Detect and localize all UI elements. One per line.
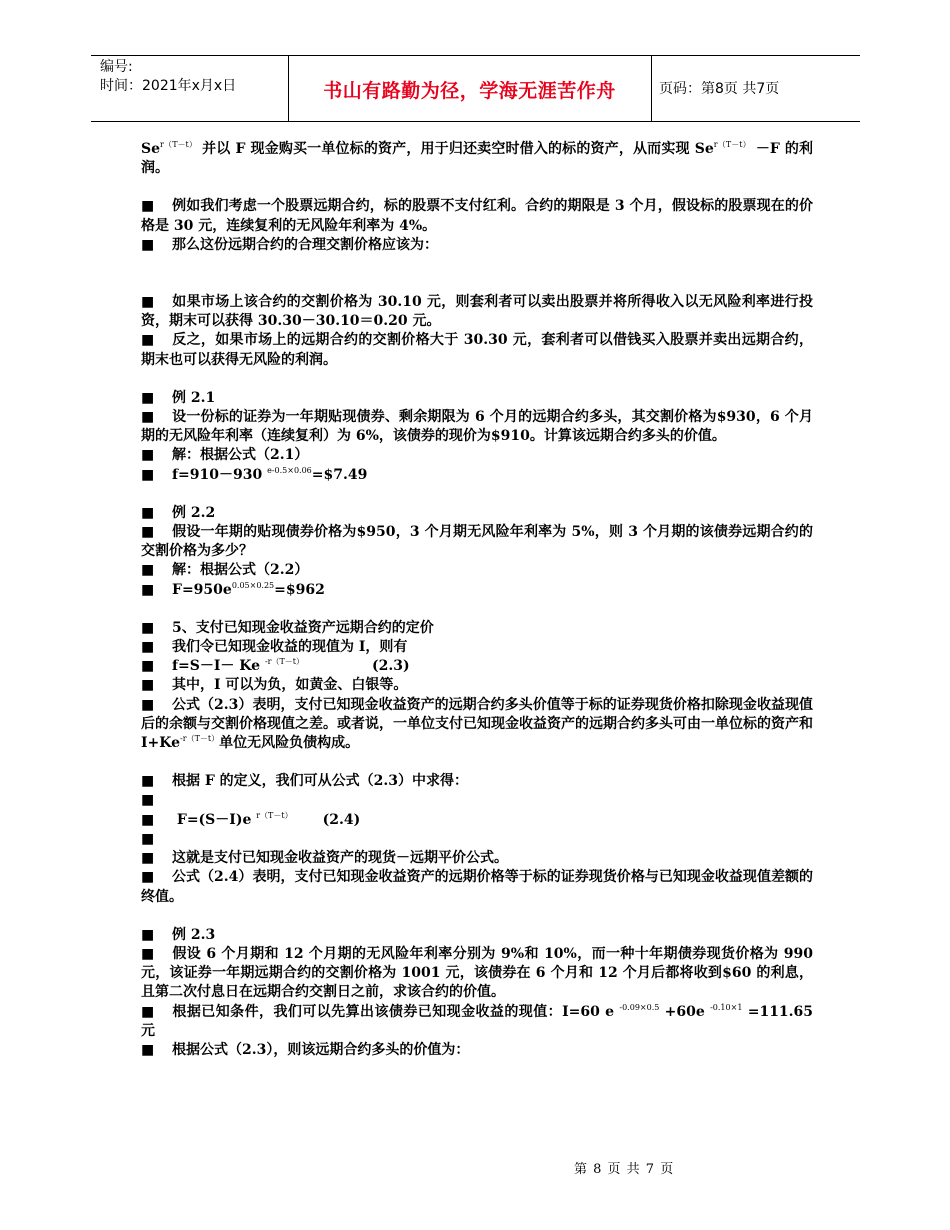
header-page-number: 页码：第8页 共7页 <box>659 81 780 97</box>
bullet-paragraph: ■ 这就是支付已知现金收益资产的现货－远期平价公式。 <box>141 849 813 868</box>
bullet-icon: ■ <box>141 236 155 253</box>
bullet-icon: ■ <box>141 619 155 636</box>
bullet-icon: ■ <box>141 677 155 694</box>
bullet-paragraph: ■ 解：根据公式（2.2） <box>141 561 813 580</box>
bullet-icon: ■ <box>141 198 155 215</box>
bullet-paragraph: ■ 其中，I 可以为负，如黄金、白银等。 <box>141 676 813 695</box>
bullet-icon: ■ <box>141 945 155 962</box>
document-body <box>141 140 813 1060</box>
bullet-paragraph: ■ 根据已知条件，我们可以先算出该债券已知现金收益的现值：I=60 e $^{-0.09\times 0.5}$ +60e $^{-0.10\times 1}$ =111.65 元 <box>141 1002 814 1039</box>
bullet-paragraph: ■ 设一份标的证券为一年期贴现债券、剩余期限为 6 个月的远期合约多头，其交割价格为$930，6 个月期的无风险年利率（连续复利）为 6%，该债券的现价为$910。计算该远期合约多头的价值。 <box>141 409 813 445</box>
bullet-paragraph: ■ 解：根据公式（2.1） <box>141 446 813 465</box>
document-number-label: 编号: <box>100 59 133 75</box>
bullet-icon: ■ <box>141 811 155 828</box>
bullet-icon: ■ <box>141 658 155 675</box>
bullet-paragraph: ■ 根据 F 的定义，我们可从公式（2.3）中求得： <box>141 772 813 791</box>
example-title: ■ 例 2.1 <box>141 389 813 408</box>
bullet-icon: ■ <box>141 466 155 483</box>
bullet-paragraph: ■ 例如我们考虑一个股票远期合约，标的股票不支付红利。合约的期限是 3 个月，假设标的股票现在的价格是 30 元，连续复利的无风险年利率为 4%。 <box>141 198 813 234</box>
bullet-paragraph: ■ 那么这份远期合约的合理交割价格应该为： <box>141 236 813 255</box>
equation-number: (2.4) <box>322 811 361 828</box>
bullet-icon: ■ <box>141 447 155 464</box>
bullet-paragraph: ■ 假设一年期的贴现债券价格为$950，3 个月期无风险年利率为 5%，则 3 个月期的该债券远期合约的交割价格为多少？ <box>141 524 813 560</box>
bullet-paragraph: ■ 如果市场上该合约的交割价格为 30.10 元，则套利者可以卖出股票并将所得收入以无风险利率进行投资，期末可以获得 30.30－30.10＝0.20 元。 <box>141 294 813 330</box>
bullet-icon: ■ <box>141 926 155 943</box>
bullet-icon: ■ <box>141 409 155 426</box>
bullet-icon: ■ <box>141 1041 155 1058</box>
bullet-icon: ■ <box>141 332 155 349</box>
header-top-rule <box>91 55 860 56</box>
bullet-icon: ■ <box>141 524 155 541</box>
document-time-label: 时间：2021年x月x日 <box>100 78 237 94</box>
header-meta <box>100 58 236 96</box>
paragraph: $Se^{r(T-t)}$ 并以 F 现金购买一单位标的资产，用于归还卖空时借入的标的资产，从而实现 $Se^{r(T-t)} -F$ 的利润。 <box>141 140 813 177</box>
bullet-icon: ■ <box>141 1003 155 1020</box>
bullet-icon: ■ <box>141 696 155 713</box>
formula-line: ■ f=910－930 $^{e-0.5\times 0.06}$=$7.49 <box>141 466 813 485</box>
footer-page-number: 第 8 页 共 7 页 <box>574 1162 675 1177</box>
formula-line: ■ $F=950e^{0.05\times 0.25}=\$962$ <box>141 581 813 600</box>
bullet-icon: ■ <box>141 581 155 598</box>
header-divider <box>651 55 652 121</box>
bullet-icon: ■ <box>141 389 155 406</box>
header-bottom-rule <box>91 121 860 122</box>
bullet-icon: ■ <box>141 850 155 867</box>
bullet-icon: ■ <box>141 792 155 809</box>
equation-number: (2.3) <box>372 658 410 675</box>
section-title: ■ 5、支付已知现金收益资产远期合约的定价 <box>141 619 813 638</box>
empty-bullet <box>141 791 813 810</box>
bullet-icon: ■ <box>141 639 155 656</box>
header-motto: 书山有路勤为径，学海无涯苦作舟 <box>323 80 616 102</box>
bullet-paragraph: ■ 根据公式（2.3），则该远期合约多头的价值为： <box>141 1041 813 1060</box>
bullet-paragraph: ■ 假设 6 个月期和 12 个月期的无风险年利率分别为 9%和 10%，而一种十年期债券现货价格为 990 元，该证券一年期远期合约的交割价格为 1001 元，该债券在 6 个月和 12 个月后都将收到$60 的利息，且第二次付息日在远期合约交割日之前，求该合约的价值。 <box>141 945 813 1001</box>
bullet-paragraph: ■ 我们令已知现金收益的现值为 I，则有 <box>141 638 813 657</box>
example-title: ■ 例 2.3 <box>141 926 813 945</box>
bullet-paragraph: ■ 公式（2.3）表明，支付已知现金收益资产的远期合约多头价值等于标的证券现货价格扣除现金收益现值后的余额与交割价格现值之差。或者说，一单位支付已知现金收益资产的远期合约多头可由一单位标的资产和 $I+Ke^{-r(T-t)}$单位无风险负债构成。 <box>141 696 813 752</box>
formula-line: ■ F=(S－I)e $^{r(T-t)}$ (2.4) <box>141 811 813 830</box>
bullet-icon: ■ <box>141 562 155 579</box>
bullet-paragraph: ■ 公式（2.4）表明，支付已知现金收益资产的远期价格等于标的证券现货价格与已知现金收益现值差额的终值。 <box>141 869 813 905</box>
bullet-paragraph: ■ 反之，如果市场上的远期合约的交割价格大于 30.30 元，套利者可以借钱买入股票并卖出远期合约，期末也可以获得无风险的利润。 <box>141 332 813 368</box>
bullet-icon: ■ <box>141 504 155 521</box>
bullet-icon: ■ <box>141 869 155 886</box>
bullet-icon: ■ <box>141 773 155 790</box>
bullet-icon: ■ <box>141 830 155 847</box>
empty-bullet <box>141 830 813 849</box>
example-title: ■ 例 2.2 <box>141 504 813 523</box>
formula-line: ■ f=S－I－ Ke $^{-r(T-t)}$ (2.3) <box>141 657 813 676</box>
bullet-icon: ■ <box>141 294 155 311</box>
